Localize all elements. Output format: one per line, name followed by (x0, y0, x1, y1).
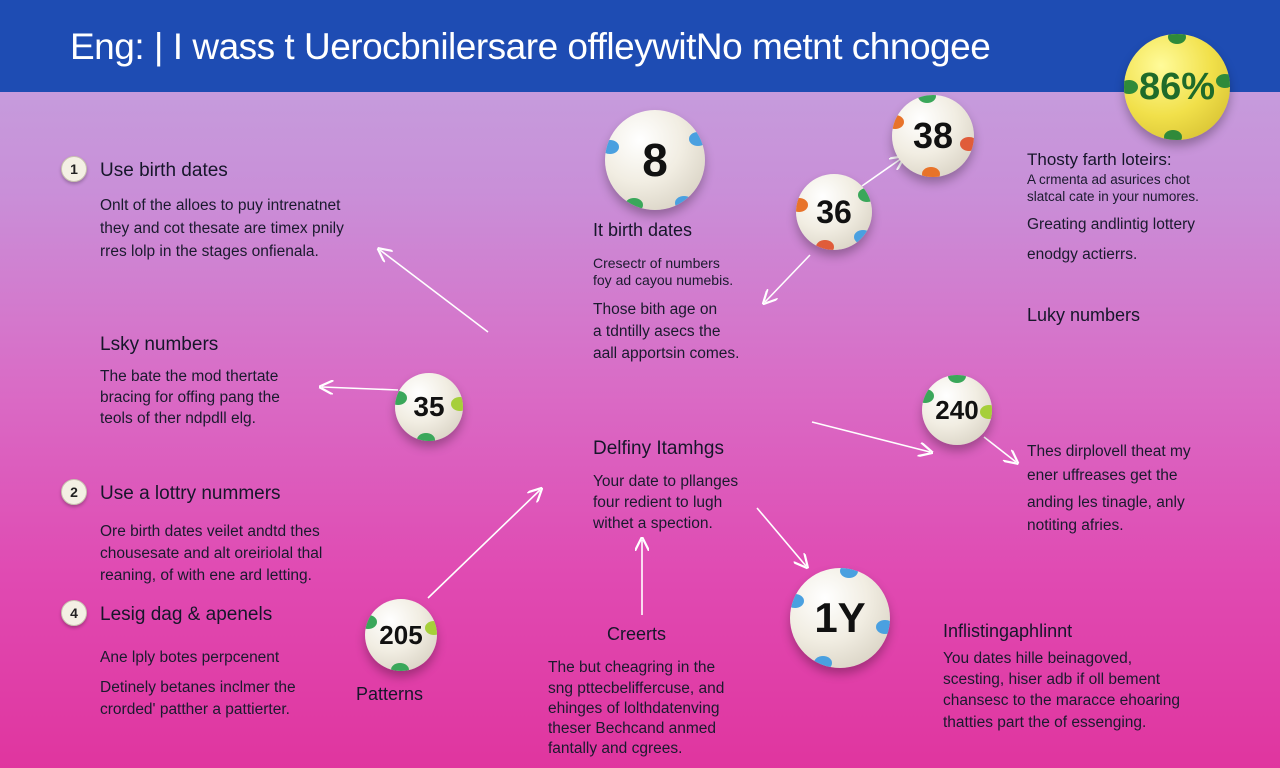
right-text-2b: enodgy actierrs. (1027, 246, 1138, 263)
left-heading-lucky: Lsky numbers (100, 334, 219, 355)
lottery-ball-1y: 1Y (790, 568, 890, 668)
left-text-2c: teols of ther ndpdll elg. (100, 410, 256, 427)
right-text-4a: Thes dirplovell theat my (1027, 443, 1191, 460)
center-text-2b: a tdntilly asecs the (593, 323, 721, 340)
center-heading-defining: Delfiny Itamhgs (593, 438, 724, 459)
right-text-4d: notiting afries. (1027, 517, 1124, 534)
center-text-4e: fantally and cgrees. (548, 740, 683, 757)
arrow-2 (322, 387, 398, 390)
left-text-2a: The bate the mod thertate (100, 368, 279, 385)
right-text-5c: chansesc to the maracce ehoaring (943, 692, 1180, 709)
right-text-4c: anding les tinagle, anly (1027, 494, 1185, 511)
arrow-7 (984, 437, 1016, 462)
lottery-ball-35: 35 (395, 373, 463, 441)
left-text-3b: chousesate and alt oreiriolal thal (100, 545, 323, 562)
right-text-5a: You dates hille beinagoved, (943, 650, 1133, 667)
center-heading-birth-dates: It birth dates (593, 220, 693, 240)
center-text-2c: aall apportsin comes. (593, 345, 740, 362)
center-text-4a: The but cheagring in the (548, 659, 716, 676)
arrow-1 (380, 250, 488, 332)
right-heading-inflisting: Inflistingaphlinnt (943, 621, 1073, 641)
left-text-4c: crorded' patther a pattierter. (100, 701, 290, 718)
lottery-ball-38: 38 (892, 95, 974, 177)
arrow-8 (765, 255, 810, 302)
center-text-4d: theser Bechcand anmed (548, 720, 717, 737)
center-text-1a: Cresectr of numbers (593, 255, 720, 271)
arrow-5 (757, 508, 806, 566)
lottery-ball-8: 8 (605, 110, 705, 210)
right-heading-1: Thosty farth loteirs: (1027, 150, 1172, 169)
left-text-1b: they and cot thesate are timex pnily (100, 220, 344, 237)
right-text-5b: scesting, hiser adb if oll bement (943, 671, 1161, 688)
right-text-1b: slatcal cate in your numores. (1027, 189, 1199, 204)
center-heading-creerts: Creerts (607, 624, 667, 644)
arrow-3 (428, 490, 540, 598)
step-badge-2: 2 (61, 479, 87, 505)
left-heading-lottery: Use a lottry nummers (100, 483, 281, 504)
lottery-ball-205: 205 (365, 599, 437, 671)
patterns-label: Patterns (356, 684, 424, 704)
step-badge-4: 4 (61, 600, 87, 626)
center-text-4b: sng pttecbeliffercuse, and (548, 680, 725, 697)
center-text-2a: Those bith age on (593, 301, 718, 318)
right-text-2a: Greating andlintig lottery (1027, 216, 1196, 233)
arrow-9 (862, 158, 902, 186)
page-title: Eng: | I wass t Uerocbnilersare offleywitNo metnt chnogee (70, 26, 991, 67)
lottery-ball-86: 86% (1124, 34, 1230, 140)
left-heading-design: Lesig dag & apenels (100, 604, 273, 625)
center-text-3a: Your date to pllanges (593, 473, 739, 490)
left-heading-birth-dates: Use birth dates (100, 160, 228, 181)
center-text-3b: four redient to lugh (593, 494, 723, 511)
center-text-1b: foy ad cayou numebis. (593, 272, 734, 288)
center-text-3c: withet a spection. (593, 515, 713, 532)
right-text-5d: thatties part the of essenging. (943, 714, 1147, 731)
right-text-1a: A crmenta ad asurices chot (1027, 172, 1190, 187)
left-text-1a: Onlt of the alloes to puy intrenatnet (100, 197, 341, 214)
lottery-ball-240: 240 (922, 375, 992, 445)
left-text-4b: Detinely betanes inclmer the (100, 679, 296, 696)
left-text-3c: reaning, of with ene ard letting. (100, 567, 312, 584)
center-text-4c: ehinges of lolthdatenving (548, 700, 720, 717)
left-text-2b: bracing for offing pang the (100, 389, 280, 406)
left-text-1c: rres lolp in the stages onfienala. (100, 243, 319, 260)
arrow-6 (812, 422, 930, 452)
left-text-3a: Ore birth dates veilet andtd thes (100, 523, 320, 540)
right-text-4b: ener uffreases get the (1027, 467, 1178, 484)
step-badge-1: 1 (61, 156, 87, 182)
right-heading-lucky: Luky numbers (1027, 305, 1141, 325)
left-text-4a: Ane lply botes perpcenent (100, 649, 280, 666)
lottery-ball-36: 36 (796, 174, 872, 250)
